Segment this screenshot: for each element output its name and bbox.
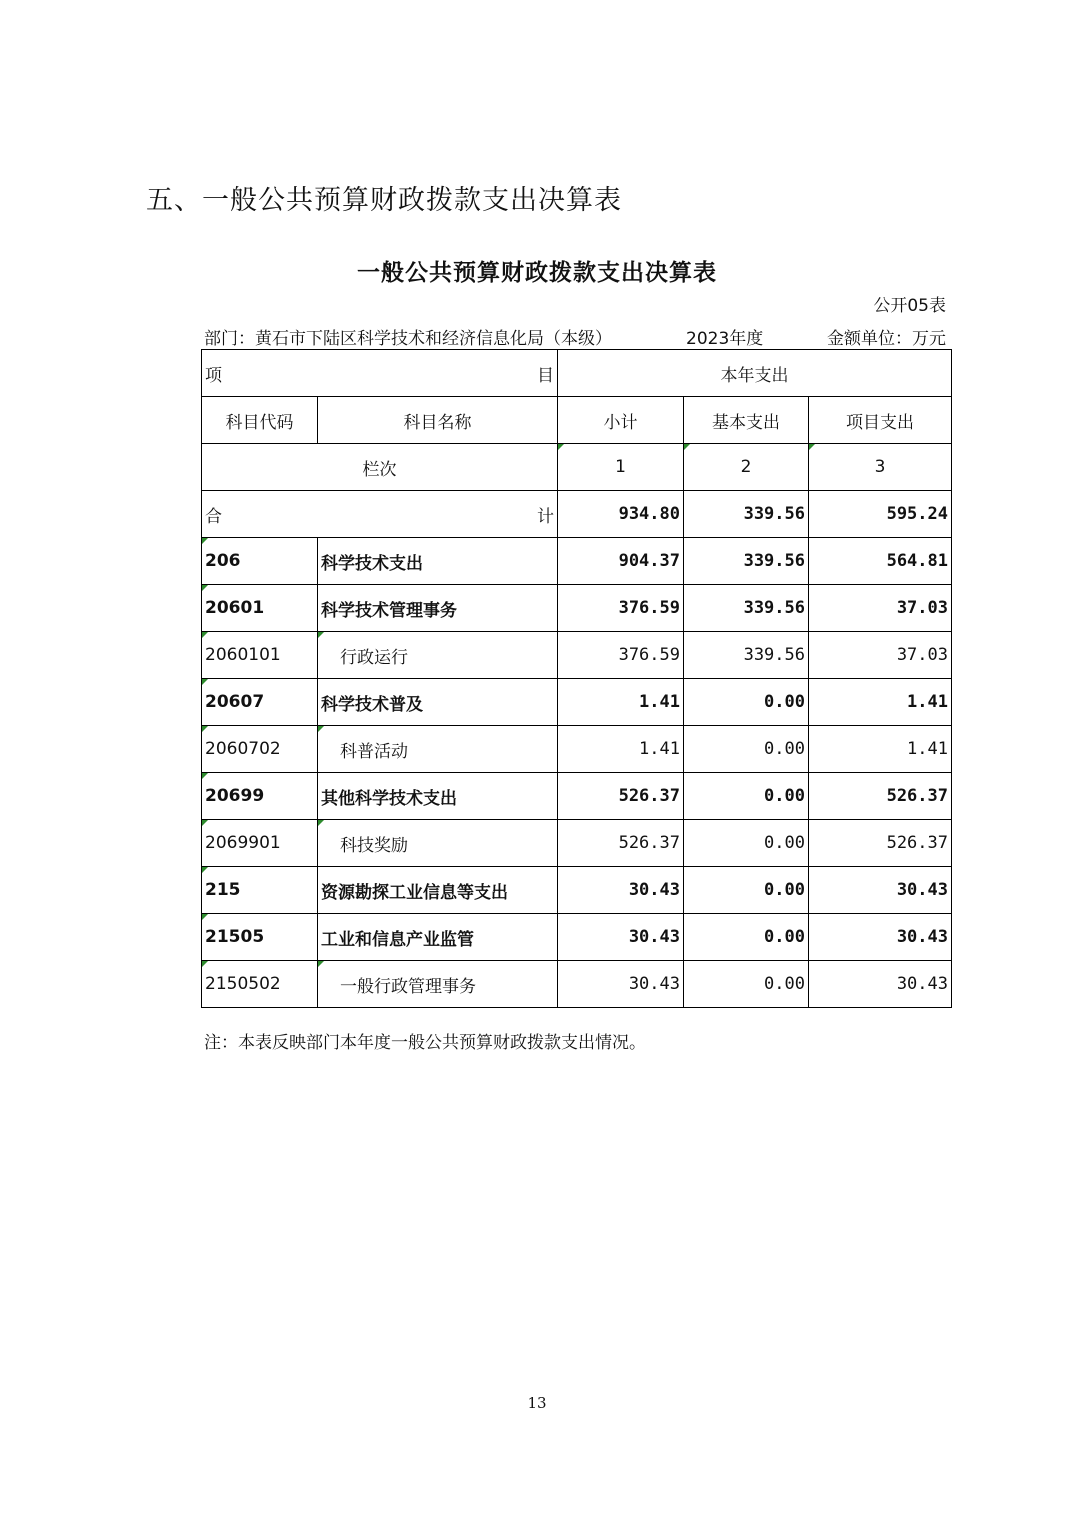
total-label-left: 合 xyxy=(205,506,222,527)
table-title: 一般公共预算财政拨款支出决算表 xyxy=(357,260,717,286)
row-basic: 0.00 xyxy=(684,679,809,726)
row-basic: 339.56 xyxy=(684,632,809,679)
row-subtotal: 1.41 xyxy=(558,679,684,726)
row-code: 2060702 xyxy=(202,726,318,773)
header-col-2: 2 xyxy=(684,444,809,491)
section-heading: 五、一般公共预算财政拨款支出决算表 xyxy=(146,185,622,216)
table-row xyxy=(202,679,952,726)
year-label: 2023年度 xyxy=(686,329,764,349)
row-code: 20607 xyxy=(202,679,318,726)
table-row xyxy=(202,538,952,585)
row-code: 21505 xyxy=(202,914,318,961)
row-name: 工业和信息产业监管 xyxy=(318,914,558,961)
table-note: 注：本表反映部门本年度一般公共预算财政拨款支出情况。 xyxy=(204,1033,646,1053)
row-basic: 0.00 xyxy=(684,914,809,961)
header-row-1 xyxy=(202,350,952,397)
row-code: 20601 xyxy=(202,585,318,632)
row-project: 30.43 xyxy=(809,961,952,1008)
department-label: 部门：黄石市下陆区科学技术和经济信息化局（本级） xyxy=(204,329,612,349)
header-col-3: 3 xyxy=(809,444,952,491)
header-row-3 xyxy=(202,444,952,491)
total-row xyxy=(202,491,952,538)
header-row-2 xyxy=(202,397,952,444)
table-row xyxy=(202,867,952,914)
row-code: 20699 xyxy=(202,773,318,820)
header-subtotal: 小计 xyxy=(558,397,684,444)
row-subtotal: 376.59 xyxy=(558,632,684,679)
row-project: 1.41 xyxy=(809,726,952,773)
row-project: 30.43 xyxy=(809,867,952,914)
table-row xyxy=(202,726,952,773)
row-name: 资源勘探工业信息等支出 xyxy=(318,867,558,914)
row-subtotal: 904.37 xyxy=(558,538,684,585)
total-label-cell xyxy=(202,491,558,538)
total-subtotal: 934.80 xyxy=(558,491,684,538)
header-code: 科目代码 xyxy=(202,397,318,444)
table-row xyxy=(202,820,952,867)
header-item-right: 目 xyxy=(537,365,554,386)
row-basic: 339.56 xyxy=(684,585,809,632)
row-project: 37.03 xyxy=(809,585,952,632)
row-name: 科学技术管理事务 xyxy=(318,585,558,632)
row-project: 37.03 xyxy=(809,632,952,679)
budget-table xyxy=(201,349,952,1008)
table-row xyxy=(202,773,952,820)
row-basic: 0.00 xyxy=(684,867,809,914)
row-code: 2069901 xyxy=(202,820,318,867)
row-basic: 0.00 xyxy=(684,820,809,867)
row-subtotal: 1.41 xyxy=(558,726,684,773)
header-basic: 基本支出 xyxy=(684,397,809,444)
unit-label: 金额单位：万元 xyxy=(827,329,946,349)
row-name: 科学技术支出 xyxy=(318,538,558,585)
table-row xyxy=(202,961,952,1008)
header-project: 项目支出 xyxy=(809,397,952,444)
total-label-right: 计 xyxy=(537,506,554,527)
row-subtotal: 526.37 xyxy=(558,773,684,820)
header-current-year: 本年支出 xyxy=(558,350,952,397)
row-basic: 339.56 xyxy=(684,538,809,585)
row-basic: 0.00 xyxy=(684,961,809,1008)
page-number: 13 xyxy=(527,1394,547,1412)
row-project: 564.81 xyxy=(809,538,952,585)
form-number: 公开05表 xyxy=(873,296,946,316)
header-col-1: 1 xyxy=(558,444,684,491)
row-code: 2150502 xyxy=(202,961,318,1008)
total-project: 595.24 xyxy=(809,491,952,538)
table-row xyxy=(202,632,952,679)
total-basic: 339.56 xyxy=(684,491,809,538)
row-name: 一般行政管理事务 xyxy=(318,961,558,1008)
row-code: 2060101 xyxy=(202,632,318,679)
row-name: 其他科学技术支出 xyxy=(318,773,558,820)
row-project: 526.37 xyxy=(809,773,952,820)
row-name: 科学技术普及 xyxy=(318,679,558,726)
row-project: 1.41 xyxy=(809,679,952,726)
row-subtotal: 30.43 xyxy=(558,914,684,961)
row-code: 206 xyxy=(202,538,318,585)
row-subtotal: 30.43 xyxy=(558,961,684,1008)
row-name: 行政运行 xyxy=(318,632,558,679)
row-basic: 0.00 xyxy=(684,726,809,773)
header-name: 科目名称 xyxy=(318,397,558,444)
row-project: 30.43 xyxy=(809,914,952,961)
row-name: 科普活动 xyxy=(318,726,558,773)
row-subtotal: 526.37 xyxy=(558,820,684,867)
table-row xyxy=(202,914,952,961)
row-code: 215 xyxy=(202,867,318,914)
row-name: 科技奖励 xyxy=(318,820,558,867)
table-row xyxy=(202,585,952,632)
header-item-left: 项 xyxy=(205,365,222,386)
row-basic: 0.00 xyxy=(684,773,809,820)
header-item-cell xyxy=(202,350,558,397)
header-column-order: 栏次 xyxy=(202,444,558,491)
row-project: 526.37 xyxy=(809,820,952,867)
row-subtotal: 376.59 xyxy=(558,585,684,632)
row-subtotal: 30.43 xyxy=(558,867,684,914)
